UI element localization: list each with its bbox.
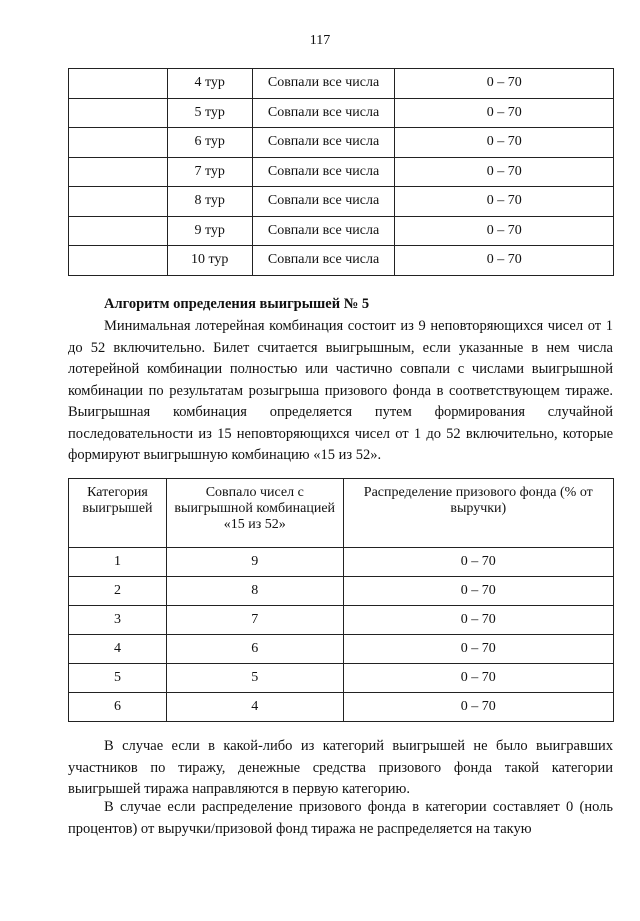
range-cell: 0 – 70 (395, 128, 614, 158)
table-row (69, 98, 614, 128)
tour-cell: 6 тур (167, 128, 252, 158)
distribution-cell: 0 – 70 (343, 693, 613, 722)
matched-cell: 5 (166, 664, 343, 693)
condition-cell: Совпали все числа (252, 216, 395, 246)
matched-cell: 6 (166, 635, 343, 664)
table-row (69, 664, 614, 693)
prize-categories-table (68, 478, 614, 722)
empty-cell (69, 128, 168, 158)
table-header-row (69, 479, 614, 548)
table-row (69, 693, 614, 722)
table-row (69, 216, 614, 246)
table-row (69, 246, 614, 276)
table-row (69, 577, 614, 606)
condition-cell: Совпали все числа (252, 69, 395, 99)
empty-cell (69, 246, 168, 276)
tour-cell: 10 тур (167, 246, 252, 276)
range-cell: 0 – 70 (395, 187, 614, 217)
algorithm-heading: Алгоритм определения выигрышей № 5 (104, 296, 370, 312)
paragraph-no-winners: В случае если в какой-либо из категорий выигрышей не было выигравших участников по тиражу, денежные средства призового фонда такой категории выигрышей тиража направляются в первую категорию. (68, 738, 613, 797)
header-category: Категория выигрышей (69, 479, 167, 548)
header-matched: Совпало чисел с выигрышной комбинацией «15 из 52» (166, 479, 343, 548)
tour-cell: 8 тур (167, 187, 252, 217)
condition-cell: Совпали все числа (252, 98, 395, 128)
empty-cell (69, 216, 168, 246)
matched-cell: 9 (166, 548, 343, 577)
range-cell: 0 – 70 (395, 98, 614, 128)
category-cell: 2 (69, 577, 167, 606)
matched-cell: 4 (166, 693, 343, 722)
page-number: 117 (309, 33, 331, 48)
range-cell: 0 – 70 (395, 157, 614, 187)
table-row (69, 548, 614, 577)
tour-cell: 9 тур (167, 216, 252, 246)
empty-cell (69, 187, 168, 217)
empty-cell (69, 69, 168, 99)
category-cell: 6 (69, 693, 167, 722)
header-distribution: Распределение призового фонда (% от выручки) (343, 479, 613, 548)
algorithm-paragraph: Минимальная лотерейная комбинация состоит из 9 неповторяющихся чисел от 1 до 52 включительно. Билет считается выигрышным, если указанные в нем числа лотерейной комбинации полностью или частично совпали с числами выигрышной комбинации по результатам розыгрыша призового фонда в соответствующем тираже. Выигрышная комбинация определяется путем формирования случайной последовательности из 15 неповторяющихся чисел от 1 до 52 включительно, которые формируют выигрышную комбинацию «15 из 52». (68, 318, 613, 463)
paragraph-zero-distribution: В случае если распределение призового фонда в категории составляет 0 (ноль процентов) от выручки/призовой фонд тиража не распределяется на такую (68, 799, 613, 837)
empty-cell (69, 157, 168, 187)
table-row (69, 128, 614, 158)
distribution-cell: 0 – 70 (343, 577, 613, 606)
range-cell: 0 – 70 (395, 69, 614, 99)
table-row (69, 157, 614, 187)
matched-cell: 8 (166, 577, 343, 606)
distribution-cell: 0 – 70 (343, 548, 613, 577)
empty-cell (69, 98, 168, 128)
condition-cell: Совпали все числа (252, 128, 395, 158)
category-cell: 5 (69, 664, 167, 693)
tour-cell: 5 тур (167, 98, 252, 128)
range-cell: 0 – 70 (395, 216, 614, 246)
category-cell: 1 (69, 548, 167, 577)
distribution-cell: 0 – 70 (343, 664, 613, 693)
table-row (69, 635, 614, 664)
tours-table (68, 68, 614, 276)
condition-cell: Совпали все числа (252, 187, 395, 217)
range-cell: 0 – 70 (395, 246, 614, 276)
category-cell: 4 (69, 635, 167, 664)
table-row (69, 606, 614, 635)
distribution-cell: 0 – 70 (343, 635, 613, 664)
condition-cell: Совпали все числа (252, 246, 395, 276)
tour-cell: 7 тур (167, 157, 252, 187)
table-row (69, 69, 614, 99)
matched-cell: 7 (166, 606, 343, 635)
category-cell: 3 (69, 606, 167, 635)
tour-cell: 4 тур (167, 69, 252, 99)
condition-cell: Совпали все числа (252, 157, 395, 187)
table-row (69, 187, 614, 217)
distribution-cell: 0 – 70 (343, 606, 613, 635)
